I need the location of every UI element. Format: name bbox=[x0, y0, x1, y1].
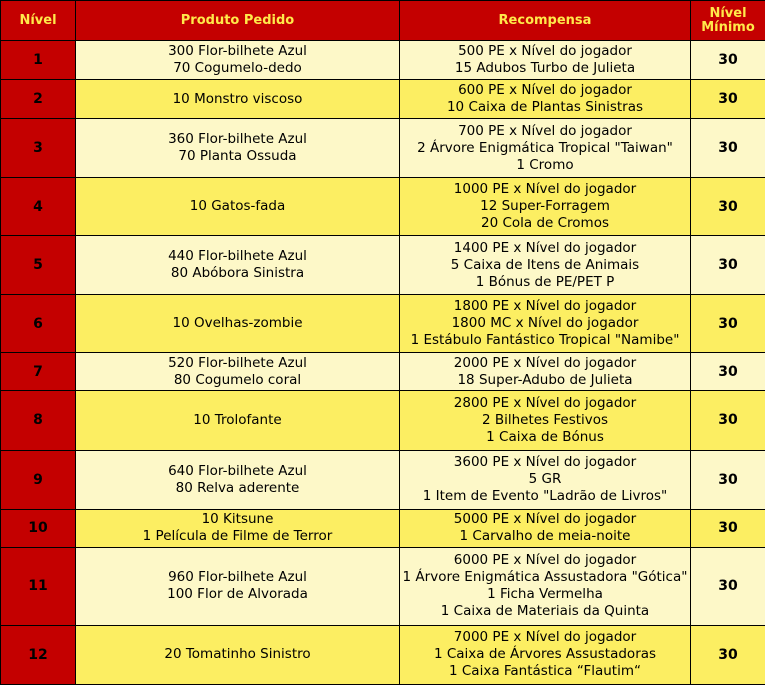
row-min-level: 30 bbox=[691, 509, 765, 547]
reward-line: 1 Árvore Enigmática Assustadora "Gótica" bbox=[402, 569, 688, 586]
reward-line: 7000 PE x Nível do jogador bbox=[453, 629, 637, 646]
header-min-level-line2: Mínimo bbox=[701, 19, 755, 35]
reward-line: 18 Super-Adubo de Julieta bbox=[457, 371, 633, 388]
table-row bbox=[1, 509, 765, 547]
reward-line: 10 Caixa de Plantas Sinistras bbox=[446, 99, 644, 116]
reward-line: 700 PE x Nível do jogador bbox=[458, 122, 632, 139]
product-line: 10 Monstro viscoso bbox=[172, 90, 303, 107]
row-min-level: 30 bbox=[691, 625, 765, 684]
reward-line: 1 Item de Evento "Ladrão de Livros" bbox=[422, 488, 668, 505]
row-product bbox=[76, 353, 400, 391]
reward-line: 500 PE x Nível do jogador bbox=[458, 43, 632, 60]
row-level: 12 bbox=[1, 625, 76, 684]
row-product bbox=[76, 509, 400, 547]
reward-line: 20 Cola de Cromos bbox=[480, 215, 610, 232]
reward-line: 1800 PE x Nível do jogador bbox=[453, 298, 637, 315]
row-product bbox=[76, 547, 400, 625]
row-reward bbox=[400, 178, 691, 236]
row-min-level: 30 bbox=[691, 353, 765, 391]
header-min-level bbox=[691, 1, 765, 41]
reward-line: 6000 PE x Nível do jogador bbox=[453, 552, 637, 569]
table-row bbox=[1, 295, 765, 353]
reward-line: 1 Caixa de Árvores Assustadoras bbox=[433, 646, 657, 663]
table-row bbox=[1, 547, 765, 625]
reward-line: 1 Caixa Fantástica “Flautim“ bbox=[449, 663, 641, 680]
row-reward bbox=[400, 41, 691, 80]
reward-line: 1 Caixa de Materiais da Quinta bbox=[440, 603, 650, 620]
row-level: 5 bbox=[1, 236, 76, 295]
row-reward bbox=[400, 391, 691, 450]
table-row bbox=[1, 178, 765, 236]
table-row bbox=[1, 236, 765, 295]
row-reward bbox=[400, 236, 691, 295]
reward-line: 2000 PE x Nível do jogador bbox=[453, 354, 637, 371]
product-line: 10 Gatos-fada bbox=[189, 198, 286, 215]
row-min-level: 30 bbox=[691, 295, 765, 353]
row-level: 6 bbox=[1, 295, 76, 353]
product-line: 80 Cogumelo coral bbox=[173, 371, 302, 388]
reward-line: 5000 PE x Nível do jogador bbox=[453, 511, 637, 528]
header-min-level-line1: Nível bbox=[709, 5, 747, 21]
product-line: 440 Flor-bilhete Azul bbox=[168, 248, 307, 265]
table-row bbox=[1, 353, 765, 391]
row-level: 9 bbox=[1, 450, 76, 509]
reward-line: 1 Carvalho de meia-noite bbox=[459, 528, 631, 545]
row-product bbox=[76, 80, 400, 119]
table-row bbox=[1, 80, 765, 119]
row-level: 11 bbox=[1, 547, 76, 625]
row-level: 3 bbox=[1, 119, 76, 178]
row-product bbox=[76, 119, 400, 178]
row-product bbox=[76, 295, 400, 353]
product-line: 10 Kitsune bbox=[201, 511, 274, 528]
header-level: Nível bbox=[1, 1, 76, 41]
header-product: Produto Pedido bbox=[76, 1, 400, 41]
reward-line: 15 Adubos Turbo de Julieta bbox=[454, 60, 636, 77]
product-line: 70 Planta Ossuda bbox=[178, 148, 297, 165]
header-row bbox=[1, 1, 765, 41]
row-level: 2 bbox=[1, 80, 76, 119]
product-line: 20 Tomatinho Sinistro bbox=[164, 646, 311, 663]
row-product bbox=[76, 178, 400, 236]
table-row bbox=[1, 450, 765, 509]
product-line: 1 Película de Filme de Terror bbox=[142, 528, 333, 545]
row-product bbox=[76, 625, 400, 684]
row-min-level: 30 bbox=[691, 391, 765, 450]
row-min-level: 30 bbox=[691, 41, 765, 80]
row-min-level: 30 bbox=[691, 119, 765, 178]
reward-line: 1000 PE x Nível do jogador bbox=[453, 181, 637, 198]
table-row bbox=[1, 119, 765, 178]
reward-line: 1 Ficha Vermelha bbox=[487, 586, 603, 603]
reward-line: 5 GR bbox=[528, 471, 562, 488]
reward-line: 12 Super-Forragem bbox=[480, 198, 610, 215]
row-level: 1 bbox=[1, 41, 76, 80]
row-product bbox=[76, 391, 400, 450]
product-line: 520 Flor-bilhete Azul bbox=[168, 354, 307, 371]
product-line: 80 Abóbora Sinistra bbox=[170, 265, 305, 282]
reward-line: 3600 PE x Nível do jogador bbox=[453, 454, 637, 471]
row-reward bbox=[400, 295, 691, 353]
row-min-level: 30 bbox=[691, 80, 765, 119]
row-reward bbox=[400, 625, 691, 684]
product-line: 640 Flor-bilhete Azul bbox=[168, 462, 307, 479]
reward-line: 600 PE x Nível do jogador bbox=[458, 82, 632, 99]
product-line: 300 Flor-bilhete Azul bbox=[168, 43, 307, 60]
row-level: 10 bbox=[1, 509, 76, 547]
reward-line: 2 Árvore Enigmática Tropical "Taiwan" bbox=[417, 139, 673, 156]
row-min-level: 30 bbox=[691, 178, 765, 236]
row-reward bbox=[400, 80, 691, 119]
row-level: 7 bbox=[1, 353, 76, 391]
reward-line: 1 Estábulo Fantástico Tropical "Namibe" bbox=[410, 332, 680, 349]
table-body bbox=[1, 41, 765, 685]
row-reward bbox=[400, 450, 691, 509]
reward-line: 2800 PE x Nível do jogador bbox=[453, 394, 637, 411]
reward-line: 1 Caixa de Bónus bbox=[486, 428, 604, 445]
product-line: 100 Flor de Alvorada bbox=[167, 586, 308, 603]
product-line: 960 Flor-bilhete Azul bbox=[168, 569, 307, 586]
reward-line: 2 Bilhetes Festivos bbox=[481, 411, 609, 428]
row-product bbox=[76, 41, 400, 80]
row-min-level: 30 bbox=[691, 547, 765, 625]
row-min-level: 30 bbox=[691, 450, 765, 509]
product-line: 360 Flor-bilhete Azul bbox=[168, 131, 307, 148]
row-reward bbox=[400, 353, 691, 391]
row-product bbox=[76, 236, 400, 295]
product-line: 10 Trolofante bbox=[193, 411, 282, 428]
reward-line: 1 Bónus de PE/PET P bbox=[475, 273, 615, 290]
row-reward bbox=[400, 547, 691, 625]
reward-line: 1800 MC x Nível do jogador bbox=[451, 315, 639, 332]
table-row bbox=[1, 625, 765, 684]
reward-line: 1 Cromo bbox=[516, 156, 574, 173]
row-min-level: 30 bbox=[691, 236, 765, 295]
row-level: 8 bbox=[1, 391, 76, 450]
product-line: 10 Ovelhas-zombie bbox=[172, 315, 303, 332]
reward-line: 5 Caixa de Itens de Animais bbox=[450, 256, 640, 273]
product-line: 70 Cogumelo-dedo bbox=[173, 60, 302, 77]
header-reward: Recompensa bbox=[400, 1, 691, 41]
row-product bbox=[76, 450, 400, 509]
table-row bbox=[1, 391, 765, 450]
row-level: 4 bbox=[1, 178, 76, 236]
table-row bbox=[1, 41, 765, 80]
row-reward bbox=[400, 119, 691, 178]
reward-line: 1400 PE x Nível do jogador bbox=[453, 239, 637, 256]
product-line: 80 Relva aderente bbox=[175, 479, 300, 496]
row-reward bbox=[400, 509, 691, 547]
